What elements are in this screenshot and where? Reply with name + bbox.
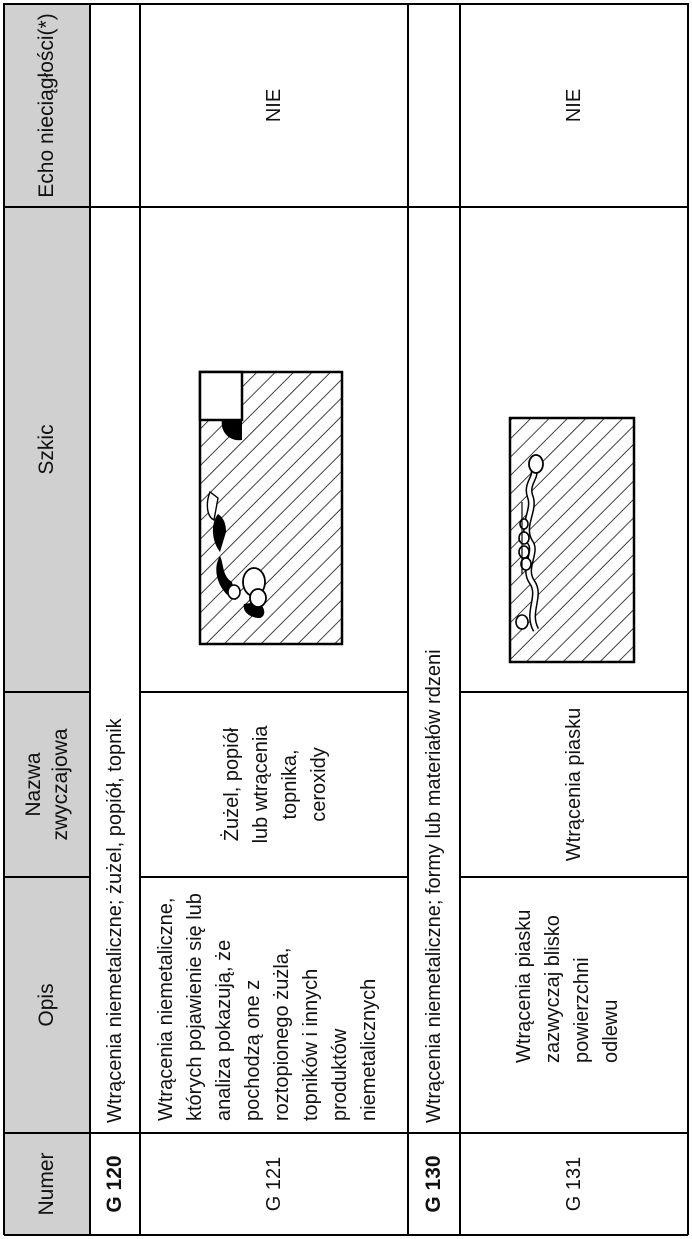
header-nazwa [4,692,90,877]
row-g131-opis-text: Wtrącenia piasku zazwyczaj blisko powierzchni odlewu [513,909,622,1063]
row-g121-echo [140,4,408,207]
table-border-line [140,691,408,693]
section-g130-title-label: Wtrącenia niemetaliczne; formy lub materiałów rdzeni [422,649,445,1123]
row-g131-echo [460,4,688,207]
section-g120-title-label: Wtrącenia niemetaliczne; żużel, popiół, topnik [103,718,126,1123]
row-g121-echo-value: NIE [262,88,285,123]
section-g130-number [408,1133,460,1235]
header-opis-label: Opis [35,983,59,1027]
header-echo [4,4,90,207]
header-szkic-label: Szkic [35,424,59,475]
table-border-line [139,3,141,1235]
table-border-line [4,876,90,878]
header-numer [4,1133,90,1235]
table-border-line [687,3,689,1235]
row-g121-nazwa-text: Żużel, popiół lub wtrącenia topnika, ceroxidy [221,725,330,844]
slag-inclusion-sketch [140,207,408,692]
table-border-line [89,3,91,1235]
row-g121-number-label: G 121 [262,1156,285,1212]
header-opis [4,877,90,1133]
table-border-line [3,3,5,1235]
row-g121-opis [140,877,408,1133]
table-border-line [4,691,90,693]
table-border-line [460,691,688,693]
header-echo-label: Echo nieciągłości(*) [35,13,59,198]
table-border-line [4,1234,688,1236]
header-szkic [4,207,90,692]
row-g121-number [140,1133,408,1235]
section-g120-number-label: G 120 [102,1155,126,1213]
row-g121-nazwa [140,692,408,877]
header-numer-label: Numer [35,1152,59,1216]
row-g131-number-label: G 131 [562,1156,585,1212]
sand-inclusion-sketch [460,207,688,692]
table-border-line [459,3,461,1235]
row-g131-echo-value: NIE [562,88,585,123]
slag-inclusion-sketch-cell [140,207,408,692]
table-border-line [4,206,688,208]
header-nazwa-label: Nazwa zwyczajowa [21,728,72,841]
row-g121-opis-text: Wtrącenia niemetaliczne, których pojawienie się lub analiza pokazują, że pochodzą one z roztopionego żużla, topników i innych produktów niemetalicznych [155,893,380,1121]
table-border-line [4,1132,688,1134]
section-g120-title [90,207,140,1133]
section-g130-title [408,207,460,1133]
row-g131-opis [460,877,688,1133]
row-g131-nazwa-text: Wtrącenia piasku [562,707,585,862]
table-border-line [407,3,409,1235]
table-border-line [460,876,688,878]
row-g131-nazwa [460,692,688,877]
row-g131-number [460,1133,688,1235]
section-g120-number [90,1133,140,1235]
section-g130-number-label: G 130 [421,1155,445,1213]
table-border-line [140,876,408,878]
table-border-line [4,3,688,5]
sand-inclusion-sketch-cell [460,207,688,692]
